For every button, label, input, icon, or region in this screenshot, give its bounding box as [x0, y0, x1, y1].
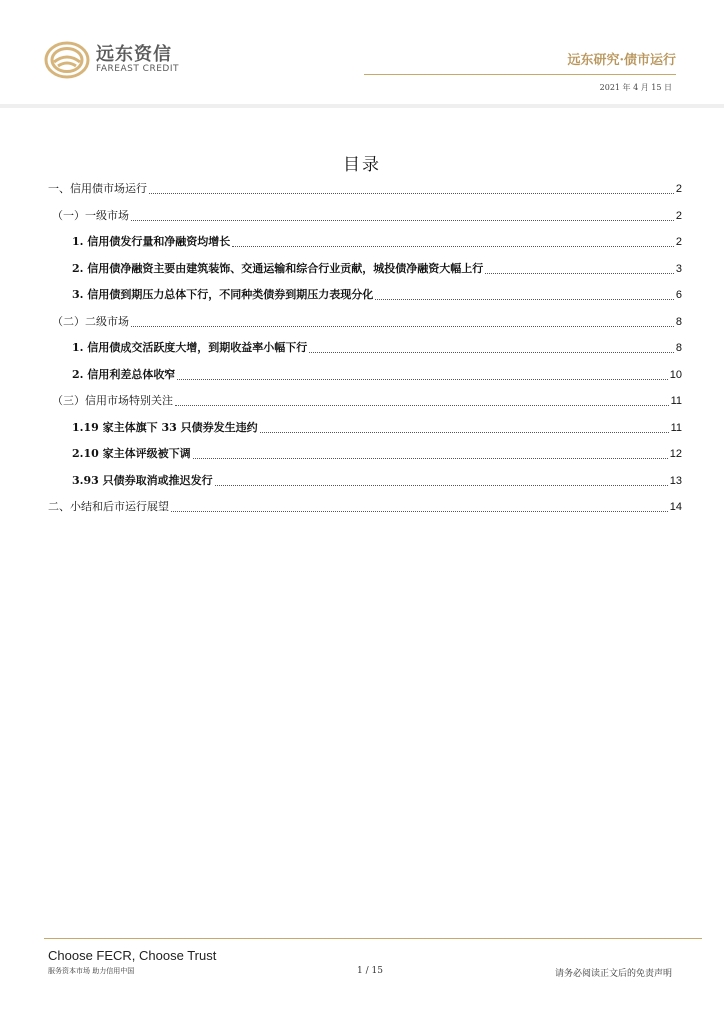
toc-leader-dots	[193, 457, 668, 459]
logo-emblem-icon	[44, 40, 90, 80]
toc-entry-page: 10	[669, 368, 682, 381]
toc-entry-label: （二）二级市场	[52, 314, 129, 328]
toc-entry[interactable]	[48, 207, 682, 223]
toc-entry[interactable]	[48, 313, 682, 329]
toc-entry-page: 3	[675, 262, 682, 275]
toc-leader-dots	[171, 510, 668, 512]
toc-entry-label: 一、信用债市场运行	[48, 182, 147, 195]
toc-entry[interactable]	[48, 419, 682, 435]
toc-entry-label: （一）一级市场	[52, 208, 129, 222]
disclaimer-note: 请务必阅读正文后的免责声明	[554, 969, 672, 979]
toc-leader-dots	[131, 325, 674, 327]
toc-entry-page: 11	[670, 421, 682, 434]
toc-entry-page: 13	[669, 474, 682, 487]
toc-entry-page: 8	[675, 315, 682, 328]
toc-title: 目录	[343, 155, 381, 175]
logo-english-name: FAREAST CREDIT	[96, 64, 179, 74]
toc-entry-page: 8	[675, 342, 682, 354]
footer-divider	[44, 938, 702, 939]
toc-leader-dots	[175, 404, 669, 406]
toc-entry-label: 1. 信用债发行量和净融资均增长	[72, 235, 231, 248]
series-title: 远东研究·债市运行	[567, 53, 676, 68]
toc-leader-dots	[131, 219, 674, 221]
toc-leader-dots	[309, 351, 674, 353]
toc-entry-page: 11	[670, 395, 682, 407]
toc-entry-page: 2	[675, 236, 682, 248]
toc-entry[interactable]	[48, 472, 682, 488]
toc-leader-dots	[177, 378, 667, 380]
toc-entry-page: 14	[669, 501, 682, 513]
header-divider	[364, 74, 676, 75]
footer-slogan: Choose FECR, Choose Trust	[48, 948, 217, 963]
toc-entry[interactable]	[48, 392, 682, 408]
toc-entry[interactable]	[48, 180, 682, 196]
toc-entry-page: 6	[675, 289, 682, 301]
toc-leader-dots	[375, 298, 674, 300]
report-date: 2021 年 4 月 15 日	[599, 83, 672, 92]
toc-entry[interactable]	[48, 260, 682, 276]
toc-leader-dots	[485, 272, 674, 274]
toc-entry-label: 2.10 家主体评级被下调	[72, 447, 191, 460]
toc-entry-label: 1.19 家主体旗下 33 只债券发生违约	[72, 420, 258, 434]
toc-entry-page: 2	[675, 209, 682, 222]
toc-entry[interactable]	[48, 286, 682, 302]
toc-leader-dots	[260, 431, 669, 433]
toc-entry-label: 2. 信用利差总体收窄	[72, 367, 176, 381]
page-header	[0, 0, 724, 108]
toc-entry-page: 12	[669, 448, 682, 460]
toc-entry-label: 3.93 只债券取消或推迟发行	[72, 473, 213, 487]
footer-tagline: 服务资本市场 助力信用中国	[48, 967, 135, 975]
toc-entry-label: （三）信用市场特别关注	[52, 394, 173, 407]
toc-entry-label: 1. 信用债成交活跃度大增，到期收益率小幅下行	[72, 341, 308, 354]
toc-entry[interactable]	[48, 339, 682, 355]
toc-entry-page: 2	[675, 183, 682, 195]
toc-leader-dots	[232, 245, 674, 247]
toc-entry[interactable]	[48, 445, 682, 461]
logo-chinese-name: 远东资信	[96, 44, 172, 65]
toc-entry-label: 3. 信用债到期压力总体下行，不同种类债券到期压力表现分化	[72, 288, 374, 301]
toc-leader-dots	[215, 484, 668, 486]
toc-entry[interactable]	[48, 366, 682, 382]
toc-entry-label: 2. 信用债净融资主要由建筑装饰、交通运输和综合行业贡献，城投债净融资大幅上行	[72, 261, 484, 275]
toc-entry[interactable]	[48, 498, 682, 514]
toc-entry-label: 二、小结和后市运行展望	[48, 500, 169, 513]
fareast-credit-logo	[44, 40, 204, 80]
toc-entry[interactable]	[48, 233, 682, 249]
toc-leader-dots	[149, 192, 674, 194]
page-indicator: 1 / 15	[357, 966, 383, 976]
